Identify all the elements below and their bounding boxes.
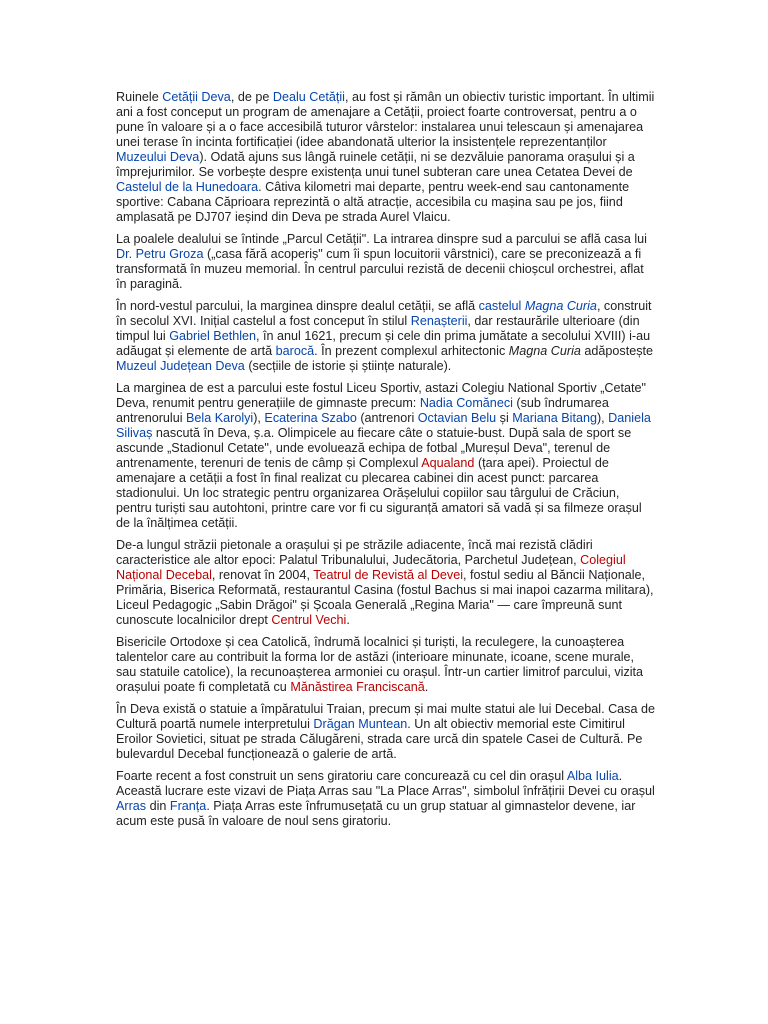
text-segment: nascută în Deva, ș.a. Olimpicele au fiecare câte o statuie-bust. După sala de sport se ascunde „Stadionul Cetate", unde evoluează echipa de fotbal „Mureșul Deva", terenul de antrenamente, terenuri de tenis de câmp și Complexul bbox=[116, 426, 632, 470]
link-magna-curia[interactable]: Magna Curia bbox=[524, 299, 597, 313]
link-muzeul-judetean-deva[interactable]: Muzeul Județean Deva bbox=[116, 359, 245, 373]
article-body bbox=[116, 90, 656, 836]
text-segment: . Câtiva kilometri mai departe, pentru week-end sau cantonamente sportive: Cabana Căprioara reprezintă o altă atracție, accesibila cu mașina sau pe jos, fiind amplasată pe DJ707 ieșind din Deva pe strada Aurel Vlaicu. bbox=[116, 180, 630, 224]
text-segment: ), bbox=[596, 411, 609, 425]
paragraph-3 bbox=[116, 299, 656, 374]
text-segment: , de pe bbox=[230, 90, 273, 104]
paragraph-7 bbox=[116, 702, 656, 762]
text-segment: din bbox=[146, 799, 170, 813]
text-segment: De-a lungul străzii pietonale a orașului și pe străzile adiacente, încă mai rezistă clădiri caracteristice ale altor epoci: Palatul Tribunalului, Judecătoria, Parchetul Județean, bbox=[116, 538, 593, 567]
text-segment: (secțiile de istorie și științe naturale). bbox=[244, 359, 452, 373]
link-mariana-bitang[interactable]: Mariana Bitang bbox=[512, 411, 597, 425]
link-bela-karolyi[interactable]: Bela Karolyi bbox=[186, 411, 254, 425]
text-segment: În Deva există o statuie a împăratului Traian, precum și mai multe statui ale lui Decebal. Casa de Cultură poartă numele interpretului bbox=[116, 702, 655, 731]
link-muzeului-deva[interactable]: Muzeului Deva bbox=[116, 150, 200, 164]
link-franta[interactable]: Franța bbox=[169, 799, 207, 813]
text-segment: . Această lucrare este vizavi de Piața Arras sau "La Place Arras", simbolul înfrățirii Devei cu orașul bbox=[116, 769, 655, 798]
text-segment: La poalele dealului se întinde „Parcul Cetății". La intrarea dinspre sud a parcului se află casa lui bbox=[116, 232, 647, 246]
link-colegiul-national-decebal[interactable]: Colegiul Național Decebal bbox=[116, 553, 626, 582]
text-segment: (țara apei). Proiectul de amenajare a cetății a fost în final realizat cu plecarea cabinei din acest punct: parcarea stadionului. Un loc strategic pentru organizarea Orășelului copiilor sau târgului de Crăciun, pentru turiști sau autohtoni, printre care vor fi cu siguranță amatori să vadă și sa filmeze orașul de la înălțimea cetății. bbox=[116, 456, 642, 530]
text-segment: adăpostește bbox=[580, 344, 653, 358]
text-segment: (sub îndrumarea antrenorului bbox=[116, 396, 609, 425]
text-segment: . bbox=[346, 613, 350, 627]
text-segment: . Un alt obiectiv memorial este Cimitirul Eroilor Sovietici, situat pe strada Călugăreni, strada care urcă din spatele Casei de Cultură. Pe bulevardul Decebal funcționează o galerie de artă. bbox=[116, 717, 643, 761]
link-ecaterina-szabo[interactable]: Ecaterina Szabo bbox=[264, 411, 357, 425]
text-segment: , dar restaurările ulterioare (din timpul lui bbox=[116, 314, 640, 343]
link-dragan-muntean[interactable]: Drăgan Muntean bbox=[313, 717, 408, 731]
link-nadia-comaneci[interactable]: Nadia Comăneci bbox=[419, 396, 513, 410]
text-segment: La marginea de est a parcului este fostul Liceu Sportiv, astazi Colegiu National Sportiv „Cetate" Deva, renumit pentru generațiile de gimnaste precum: bbox=[116, 381, 646, 410]
text-segment: Bisericile Ortodoxe și cea Catolică, îndrumă localnici și turiști, la reculegere, la cunoașterea talentelor care au contribuit la forma lor de astăzi (interioare minunate, icoane, scene murale, sau statuile catolice), la recunoașterea armoniei cu orașul. Într-un cartier limitrof parcului, vizita orașului poate fi completată cu bbox=[116, 635, 644, 694]
link-arras[interactable]: Arras bbox=[116, 799, 147, 813]
paragraph-4 bbox=[116, 381, 656, 531]
paragraph-5 bbox=[116, 538, 656, 628]
text-segment: , construit în secolul XVI. Inițial castelul a fost conceput în stilul bbox=[116, 299, 652, 328]
paragraph-6 bbox=[116, 635, 656, 695]
text-segment: , fostul sediu al Băncii Naționale, Primăria, Biserica Reformată, restaurantul Casina (fostul Bachus si mai inapoi cazarma militara), Liceul Pedagogic „Sabin Drăgoi" și Școala Generală „Regina Maria" — care împreună sunt cunoscute localnicilor drept bbox=[116, 568, 654, 627]
text-segment: . În prezent complexul arhitectonic bbox=[314, 344, 509, 358]
text-segment: ). Odată ajuns sus lângă ruinele cetății, ni se dezvăluie panorama orașului și a împrejurimilor. Se vorbește despre existența unui tunel subteran care unea Cetatea Devei de bbox=[116, 150, 635, 179]
text-segment: , au fost și rămân un obiectiv turistic important. În ultimii ani a fost conceput un program de amenajare a Cetății, proiect foarte controversat, pentru a o pune în valoare și a o face accesibilă tuturor vârstelor: instalarea unui telescaun și amenajarea unei terase în incinta fortificației (idee abandonată ulterior la insistențele reprezentanților bbox=[116, 90, 655, 149]
text-segment: . Piața Arras este înfrumusețată cu un grup statuar al gimnastelor devene, iar acum este pusă în valoare de noul sens giratoriu. bbox=[116, 799, 636, 828]
link-manastirea-franciscana[interactable]: Mănăstirea Franciscană bbox=[290, 680, 425, 694]
link-aqualand[interactable]: Aqualand bbox=[421, 456, 475, 470]
link-dr[interactable]: Dr. bbox=[116, 247, 133, 261]
text-segment: („casa fără acoperiș" cum îi spun locuitorii vârstnici), care se preconizează a fi transformată în muzeu memorial. În centrul parcului rezistă de decenii chioșcul orchestrei, aflat în paragină. bbox=[116, 247, 644, 291]
paragraph-2 bbox=[116, 232, 656, 292]
link-cetatii-deva[interactable]: Cetății Deva bbox=[162, 90, 231, 104]
link-renasterii[interactable]: Renașterii bbox=[410, 314, 468, 328]
link-daniela-silivas[interactable]: Daniela Silivaș bbox=[116, 411, 651, 440]
text-segment: , renovat în 2004, bbox=[211, 568, 314, 582]
link-octavian-belu[interactable]: Octavian Belu bbox=[417, 411, 497, 425]
link-castelul-hunedoara[interactable]: Castelul de la Hunedoara bbox=[116, 180, 259, 194]
italic-text: Magna Curia bbox=[508, 344, 581, 358]
text-segment: ), bbox=[253, 411, 265, 425]
text-segment: Ruinele bbox=[116, 90, 163, 104]
link-alba-iulia[interactable]: Alba Iulia bbox=[566, 769, 619, 783]
paragraph-1 bbox=[116, 90, 656, 225]
paragraph-8 bbox=[116, 769, 656, 829]
link-teatrul-de-revista[interactable]: Teatrul de Revistă al Devei bbox=[313, 568, 464, 582]
text-segment: . bbox=[424, 680, 429, 694]
text-segment: (antrenori bbox=[356, 411, 418, 425]
link-castelul[interactable]: castelul bbox=[478, 299, 522, 313]
link-dealu-cetatii[interactable]: Dealu Cetății bbox=[272, 90, 345, 104]
link-centrul-vechi[interactable]: Centrul Vechi bbox=[271, 613, 347, 627]
link-petru-groza[interactable]: Petru Groza bbox=[135, 247, 204, 261]
link-baroca[interactable]: barocă bbox=[275, 344, 315, 358]
text-segment: și bbox=[496, 411, 513, 425]
text-segment: , în anul 1621, precum și cele din prima jumătate a secolului XVIII) i-au adăugat și elemente de artă bbox=[116, 329, 651, 358]
text-segment: Foarte recent a fost construit un sens giratoriu care concurează cu cel din orașul bbox=[116, 769, 567, 783]
text-segment: În nord-vestul parcului, la marginea dinspre dealul cetății, se află bbox=[116, 299, 479, 313]
link-gabriel-bethlen[interactable]: Gabriel Bethlen bbox=[169, 329, 257, 343]
